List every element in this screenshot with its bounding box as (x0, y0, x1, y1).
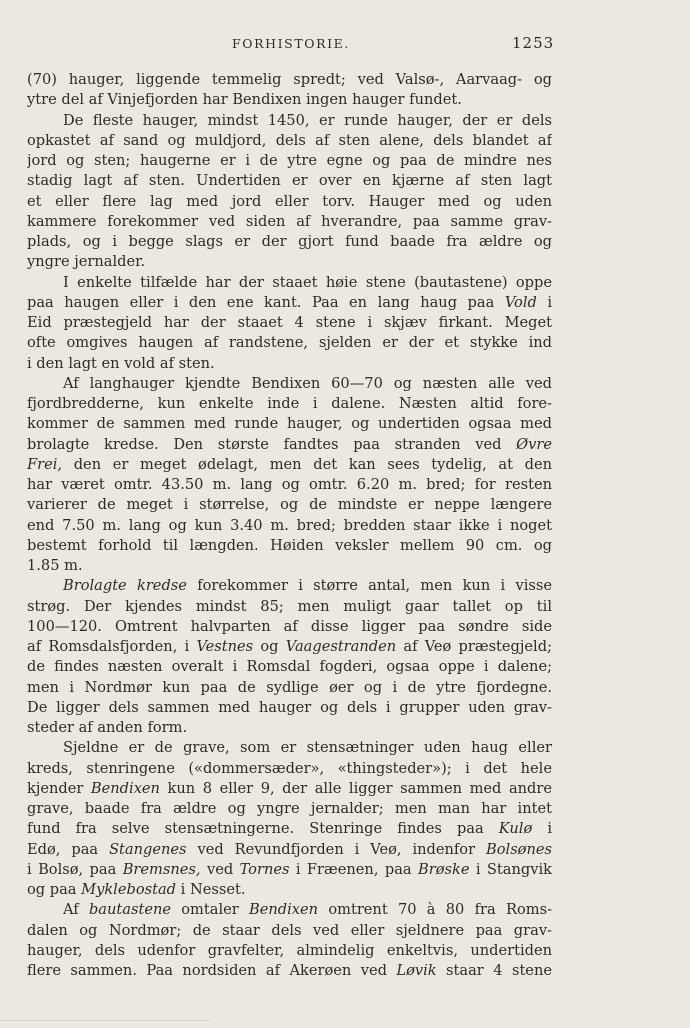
text-run: kammere forekommer ved siden af hverandre, paa samme grav- (27, 212, 552, 230)
text-run: kun 8 eller 9, der alle ligger sammen med andre (159, 779, 552, 797)
text-run: hauger, dels udenfor gravfelter, almindelig enkeltvis, undertiden (27, 941, 552, 959)
text-run: 1.85 m. (27, 557, 83, 574)
page-header (0, 34, 690, 54)
text-run: Sjeldne er de grave, som er stensætninger uden haug eller (63, 739, 552, 757)
text-run: og (253, 638, 286, 655)
text-run: (70) hauger, liggende temmelig spredt; ved Valsø-, Aarvaag- og (27, 71, 552, 88)
text-run: i Nesset. (176, 881, 246, 898)
text-line (27, 900, 552, 920)
text-run: i Stangvik (469, 860, 552, 878)
text-run: staar 4 stene (436, 962, 552, 979)
text-line (27, 799, 552, 819)
text-run: Edø, paa (27, 840, 110, 858)
text-line (27, 333, 552, 353)
text-line (27, 171, 552, 191)
text-line (27, 617, 552, 637)
text-run: Af langhauger kjendte Bendixen 60—70 og næsten alle ved (63, 374, 552, 392)
text-line (27, 880, 552, 900)
italic-term: Vestnes (196, 638, 254, 655)
text-run: i den lagt en vold af sten. (27, 354, 215, 372)
italic-term: Bremsnes, (122, 860, 201, 878)
text-line (27, 374, 552, 394)
text-run: fjordbredderne, kun enkelte inde i dalene. Næsten altid fore- (27, 395, 552, 412)
italic-term: Løvik (396, 962, 437, 979)
text-line (27, 313, 552, 333)
text-run: dalen og Nordmør; de staar dels ved eller sjeldnere paa grav- (27, 921, 552, 939)
italic-term: Frei, (27, 455, 63, 473)
text-line (27, 252, 552, 272)
text-run: og paa (27, 881, 82, 898)
text-line (27, 738, 552, 758)
text-line (27, 759, 552, 779)
text-run: de findes næsten overalt i Romsdal fogderi, ogsaa oppe i dalene; (27, 658, 552, 676)
italic-term: Øvre (516, 435, 552, 453)
text-run: strøg. Der kjendes mindst 85; men muligt gaar tallet op til (27, 597, 552, 615)
text-run: omtrent 70 à 80 fra Roms- (318, 901, 552, 919)
text-line (27, 435, 552, 455)
text-run: men i Nordmør kun paa de sydlige øer og i de ytre fjordegne. (27, 678, 552, 696)
text-run: i Bolsø, paa (27, 860, 123, 878)
text-run: end 7.50 m. lang og kun 3.40 m. bred; bredden staar ikke i noget (27, 516, 552, 534)
text-run: ytre del af Vinjefjorden har Bendixen ingen hauger fundet. (27, 91, 462, 109)
text-run: forekommer i større antal, men kun i visse (186, 577, 552, 595)
text-run: bestemt forhold til længden. Høiden veksler mellem 90 cm. og (27, 536, 552, 554)
text-line (27, 414, 552, 434)
text-line (27, 860, 552, 880)
text-run: opkastet af sand og muldjord, dels af sten alene, dels blandet af (27, 131, 552, 149)
text-run: yngre jernalder. (27, 253, 146, 271)
text-line (27, 455, 552, 475)
text-run: fund fra selve stensætningerne. Stenringe findes paa (27, 820, 499, 838)
italic-term: Brøske (418, 860, 470, 878)
text-line (27, 131, 552, 151)
text-run: et eller flere lag med jord eller torv. Hauger med og uden (27, 192, 552, 210)
text-run: plads, og i begge slags er der gjort fund baade fra ældre og (27, 233, 552, 250)
italic-term: Tornes (239, 860, 290, 878)
italic-term: Bendixen (90, 779, 160, 797)
body-text (27, 70, 552, 981)
text-line (27, 961, 552, 981)
text-line (27, 70, 552, 90)
text-run: kreds, stenringene («dommersæder», «thingsteder»); i det hele (27, 759, 552, 777)
text-line (27, 516, 552, 536)
text-run: paa haugen eller i den ene kant. Paa en lang haug paa (27, 293, 505, 311)
italic-term: Myklebostad (81, 881, 177, 898)
text-run: kommer de sammen med runde hauger, og undertiden ogsaa med (27, 415, 552, 433)
text-line (27, 111, 552, 131)
page-number: 1253 (512, 34, 555, 52)
text-line (27, 921, 552, 941)
text-run: De ligger dels sammen med hauger og dels i grupper uden grav- (27, 698, 552, 716)
text-line (27, 556, 552, 576)
text-line (27, 90, 552, 110)
text-run: grave, baade fra ældre og yngre jernalder; men man har intet (27, 800, 552, 817)
text-line (27, 576, 552, 596)
text-line (27, 637, 552, 657)
text-run: omtaler (171, 901, 250, 919)
text-run: i Fræenen, paa (289, 860, 418, 878)
text-run: I enkelte tilfælde har der staaet høie stene (bautastene) oppe (63, 273, 552, 291)
text-run: jord og sten; haugerne er i de ytre egne og paa de mindre nes (27, 152, 552, 169)
italic-term: bautastene (88, 901, 171, 919)
italic-term: Kulø (498, 820, 533, 838)
text-line (27, 232, 552, 252)
text-run: ved Revundfjorden i Veø, indenfor (186, 840, 487, 858)
text-line (27, 192, 552, 212)
text-line (27, 840, 552, 860)
text-run: varierer de meget i størrelse, og de mindste er neppe længere (27, 496, 552, 514)
text-run: 100—120. Omtrent halvparten af disse ligger paa søndre side (27, 617, 552, 635)
text-line (27, 354, 552, 374)
text-line (27, 819, 552, 839)
text-line (27, 212, 552, 232)
text-line (27, 151, 552, 171)
text-line (27, 941, 552, 961)
italic-term: Stangenes (109, 840, 187, 858)
text-run: af Romsdalsfjorden, i (27, 638, 197, 655)
text-run: kjender (27, 779, 91, 797)
text-run: af Veø præstegjeld; (396, 638, 552, 655)
text-line (27, 597, 552, 617)
text-run: brolagte kredse. Den største fandtes paa stranden ved (27, 435, 517, 453)
text-line (27, 678, 552, 698)
page-edge-line (0, 1020, 210, 1021)
text-run: i (536, 293, 552, 311)
italic-term: Bendixen (249, 901, 319, 919)
italic-term: Vaagestranden (285, 638, 397, 655)
text-run: steder af anden form. (27, 719, 188, 736)
text-run: flere sammen. Paa nordsiden af Akerøen ved (27, 962, 397, 979)
text-run: har været omtr. 43.50 m. lang og omtr. 6.20 m. bred; for resten (27, 476, 552, 493)
italic-term: Brolagte kredse (63, 577, 187, 595)
text-line (27, 293, 552, 313)
text-run: Af (63, 901, 89, 919)
text-run: i (532, 820, 552, 838)
italic-term: Vold (504, 293, 537, 311)
text-line (27, 718, 552, 738)
text-run: Eid præstegjeld har der staaet 4 stene i skjæv firkant. Meget (27, 314, 552, 331)
text-line (27, 273, 552, 293)
running-head: FORHISTORIE. (232, 36, 350, 51)
text-line (27, 779, 552, 799)
text-line (27, 495, 552, 515)
text-line (27, 657, 552, 677)
text-run: ofte omgives haugen af randstene, sjelden er der et stykke ind (27, 334, 552, 352)
text-run: den er meget ødelagt, men det kan sees tydelig, at den (62, 455, 552, 473)
text-line (27, 536, 552, 556)
text-line (27, 475, 552, 495)
text-run: ved (200, 860, 240, 878)
text-run: De fleste hauger, mindst 1450, er runde hauger, der er dels (63, 111, 552, 129)
text-run: stadig lagt af sten. Undertiden er over en kjærne af sten lagt (27, 172, 552, 190)
italic-term: Bolsønes (486, 840, 552, 858)
text-line (27, 698, 552, 718)
text-line (27, 394, 552, 414)
